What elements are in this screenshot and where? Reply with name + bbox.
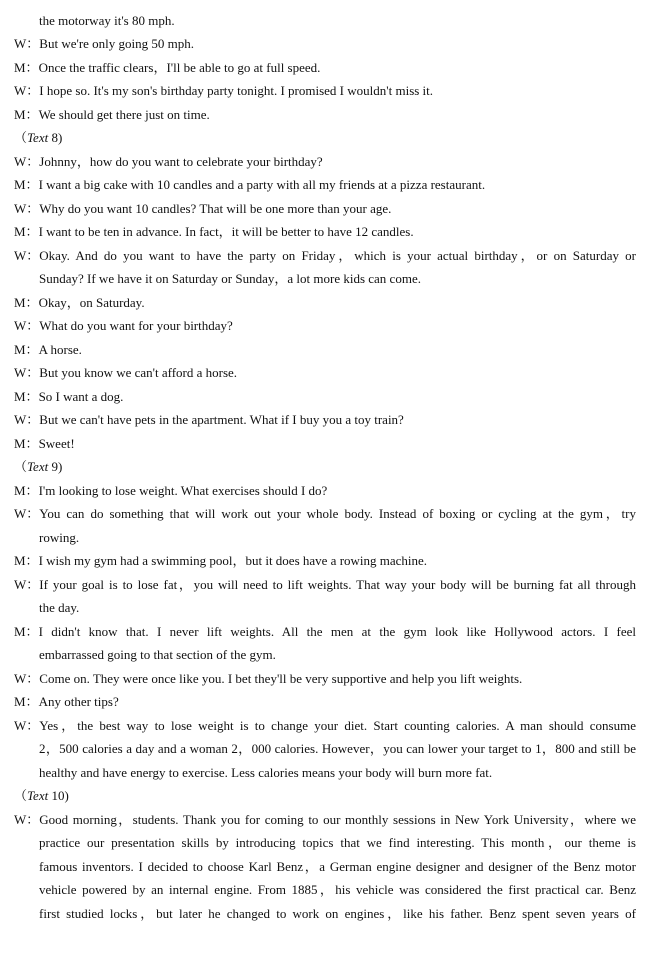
speaker-label: M：	[14, 553, 39, 568]
section-heading	[14, 459, 62, 475]
transcript-line	[14, 36, 194, 52]
transcript-line	[14, 107, 210, 123]
transcript-line	[39, 765, 492, 781]
heading-open-paren: （	[14, 459, 28, 474]
line-text: So I want a dog.	[38, 389, 124, 404]
transcript-line	[14, 506, 636, 522]
speaker-label: W：	[14, 248, 40, 263]
transcript-line	[39, 600, 79, 616]
line-text: Come on. They were once like you. I bet they'll be very supportive and help you lift weights.	[39, 671, 523, 686]
speaker-label: M：	[14, 436, 39, 451]
speaker-label: W：	[14, 577, 40, 592]
transcript-line	[14, 60, 320, 76]
section-heading	[14, 788, 69, 804]
transcript-line	[14, 812, 636, 828]
heading-number: 9)	[48, 459, 63, 474]
speaker-label: M：	[14, 177, 39, 192]
speaker-label: M：	[14, 389, 39, 404]
speaker-label: M：	[14, 107, 39, 122]
heading-open-paren: （	[14, 130, 28, 145]
line-text: Any other tips?	[38, 694, 119, 709]
line-text: Sweet!	[38, 436, 75, 451]
speaker-label: M：	[14, 624, 39, 639]
transcript-line	[39, 741, 636, 757]
heading-number: 8)	[48, 130, 63, 145]
line-text: Once the traffic clears，I'll be able to go at full speed.	[38, 60, 321, 75]
line-text: You can do something that will work out your whole body. Instead of boxing or cycling at the gym，try	[39, 506, 636, 521]
speaker-label: M：	[14, 295, 39, 310]
transcript-line	[14, 436, 75, 452]
transcript-line	[14, 483, 327, 499]
transcript-line	[14, 671, 522, 687]
section-heading	[14, 130, 62, 146]
line-text: I'm looking to lose weight. What exercises should I do?	[38, 483, 328, 498]
speaker-label: W：	[14, 201, 40, 216]
line-text: embarrassed going to that section of the gym.	[39, 647, 276, 662]
line-text: But you know we can't afford a horse.	[39, 365, 238, 380]
transcript-line	[14, 224, 414, 240]
line-text: Yes，the best way to lose weight is to change your diet. Start counting calories. A man should consume	[39, 718, 636, 733]
transcript-line	[14, 553, 427, 569]
speaker-label: M：	[14, 342, 39, 357]
heading-label: Text	[27, 130, 49, 145]
transcript-line	[39, 271, 421, 287]
line-text: Okay. And do you want to have the party on Friday，which is your actual birthday，or on Saturday or	[39, 248, 636, 263]
line-text: I want a big cake with 10 candles and a party with all my friends at a pizza restaurant.	[38, 177, 486, 192]
line-text: Okay，on Saturday.	[38, 295, 145, 310]
transcript-line	[39, 647, 276, 663]
transcript-line	[14, 201, 391, 217]
transcript-line	[14, 718, 636, 734]
speaker-label: W：	[14, 671, 40, 686]
speaker-label: W：	[14, 812, 40, 827]
transcript-line	[14, 83, 433, 99]
transcript-line	[39, 13, 175, 29]
line-text: A horse.	[38, 342, 82, 357]
speaker-label: W：	[14, 154, 40, 169]
line-text: 2，500 calories a day and a woman 2，000 calories. However，you can lower your target to 1，800 and still be	[39, 741, 636, 756]
heading-number: 10)	[48, 788, 69, 803]
speaker-label: W：	[14, 365, 40, 380]
line-text: We should get there just on time.	[38, 107, 210, 122]
line-text: I didn't know that. I never lift weights. All the men at the gym look like Hollywood actors. I feel	[38, 624, 636, 639]
line-text: I hope so. It's my son's birthday party tonight. I promised I wouldn't miss it.	[39, 83, 434, 98]
heading-open-paren: （	[14, 788, 28, 803]
transcript-line	[39, 835, 636, 851]
heading-label: Text	[27, 788, 49, 803]
transcript-line	[39, 882, 636, 898]
speaker-label: M：	[14, 224, 39, 239]
transcript-line	[14, 694, 119, 710]
speaker-label: M：	[14, 60, 39, 75]
line-text: Johnny，how do you want to celebrate your birthday?	[39, 154, 323, 169]
speaker-label: M：	[14, 483, 39, 498]
transcript-line	[14, 342, 82, 358]
line-text: If your goal is to lose fat，you will need to lift weights. That way your body will be burning fat all through	[39, 577, 636, 592]
line-text: What do you want for your birthday?	[39, 318, 233, 333]
transcript-line	[14, 624, 636, 640]
speaker-label: W：	[14, 412, 40, 427]
line-text: rowing.	[39, 530, 80, 545]
line-text: the motorway it's 80 mph.	[39, 13, 175, 28]
transcript-line	[39, 906, 636, 922]
speaker-label: W：	[14, 318, 40, 333]
transcript-line	[14, 177, 485, 193]
transcript-line	[14, 389, 123, 405]
transcript-line	[14, 295, 145, 311]
speaker-label: M：	[14, 694, 39, 709]
speaker-label: W：	[14, 83, 40, 98]
line-text: the day.	[39, 600, 80, 615]
speaker-label: W：	[14, 718, 40, 733]
speaker-label: W：	[14, 506, 40, 521]
transcript-line	[14, 577, 636, 593]
line-text: But we're only going 50 mph.	[39, 36, 194, 51]
line-text: I want to be ten in advance. In fact，it will be better to have 12 candles.	[38, 224, 414, 239]
line-text: famous inventors. I decided to choose Karl Benz，a German engine designer and designer of the Benz motor	[39, 859, 636, 874]
line-text: practice our presentation skills by introducing topics that we find interesting. This month，our theme is	[39, 835, 636, 850]
transcript-line	[39, 530, 79, 546]
heading-label: Text	[27, 459, 49, 474]
line-text: healthy and have energy to exercise. Less calories means your body will burn more fat.	[39, 765, 493, 780]
line-text: first studied locks，but later he changed to work on engines，like his father. Benz spent seven years of	[39, 906, 636, 921]
transcript-line	[14, 412, 404, 428]
line-text: But we can't have pets in the apartment. What if I buy you a toy train?	[39, 412, 404, 427]
line-text: Sunday? If we have it on Saturday or Sunday，a lot more kids can come.	[39, 271, 421, 286]
transcript-line	[14, 318, 233, 334]
transcript-line	[14, 154, 323, 170]
speaker-label: W：	[14, 36, 40, 51]
transcript-line	[14, 248, 636, 264]
line-text: I wish my gym had a swimming pool，but it does have a rowing machine.	[38, 553, 428, 568]
line-text: Good morning，students. Thank you for coming to our monthly sessions in New York University，where we	[39, 812, 636, 827]
transcript-line	[14, 365, 237, 381]
transcript-line	[39, 859, 636, 875]
line-text: Why do you want 10 candles? That will be one more than your age.	[39, 201, 392, 216]
line-text: vehicle powered by an internal engine. From 1885，his vehicle was considered the first practical car. Benz	[39, 882, 636, 897]
